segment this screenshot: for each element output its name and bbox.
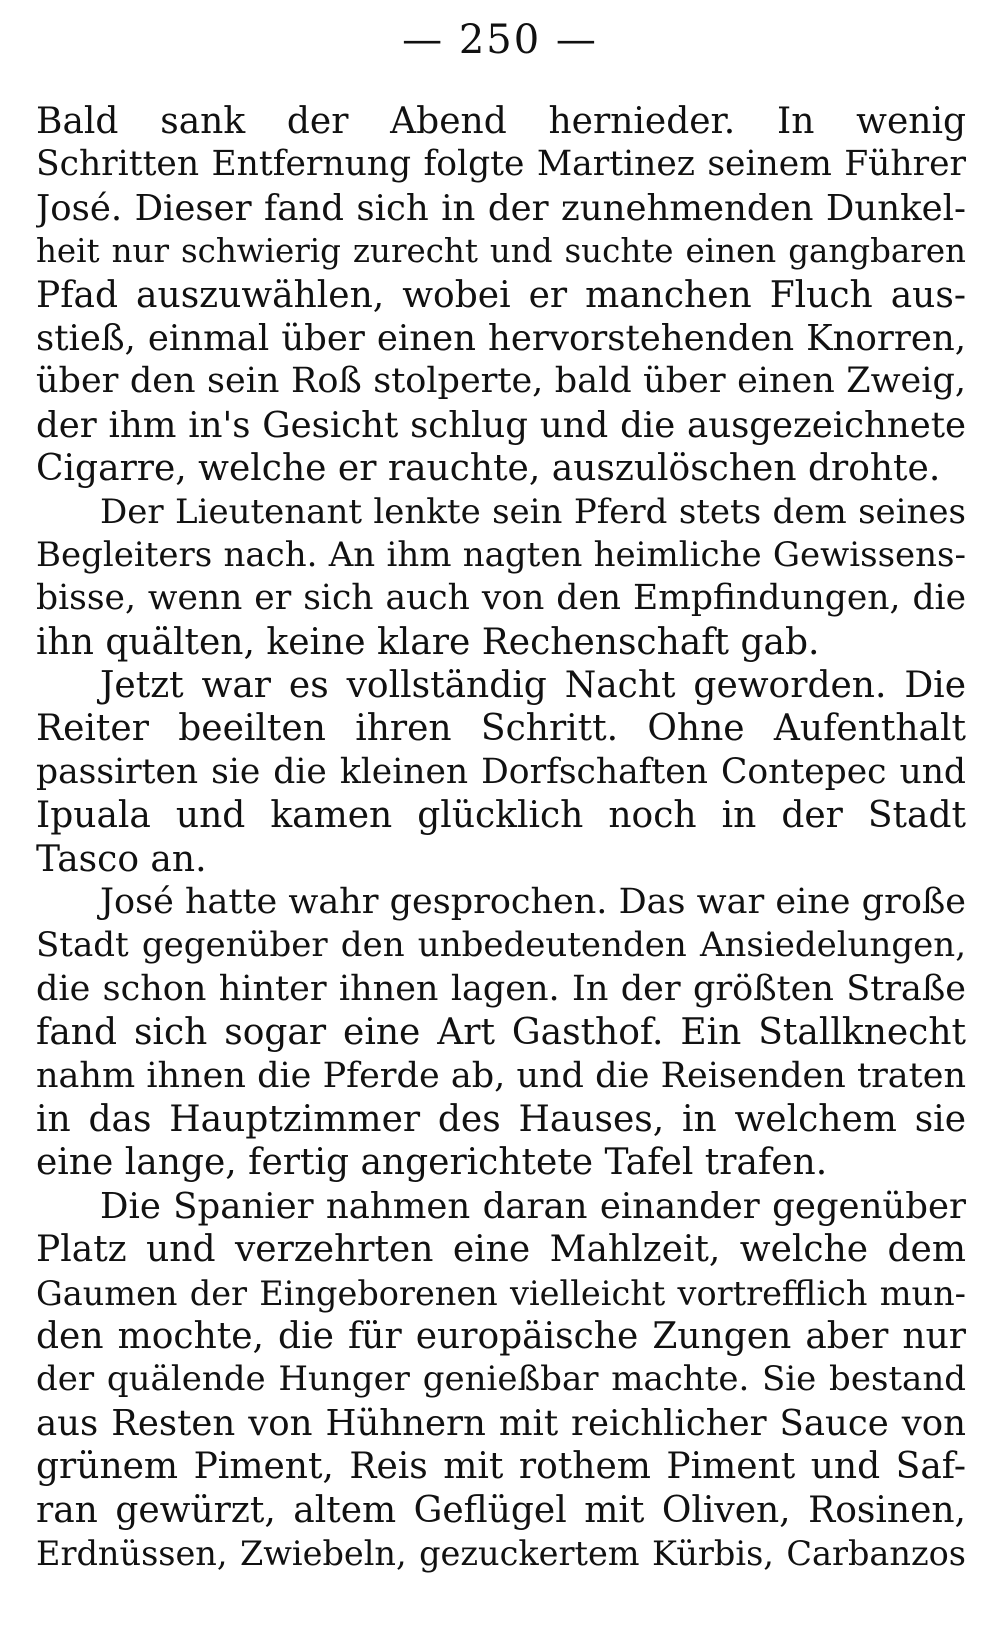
text-line: ran gewürzt, altem Geflügel mit Oliven, Rosinen, bbox=[36, 1489, 966, 1531]
text-line: Platz und verzehrten eine Mahlzeit, welche dem bbox=[36, 1229, 966, 1271]
text-line: Schritten Entfernung folgte Martinez seinem Führer bbox=[36, 144, 966, 185]
text-line: Jetzt war es vollständig Nacht geworden. Die bbox=[100, 665, 966, 707]
text-line: in das Hauptzimmer des Hauses, in welchem sie bbox=[36, 1098, 966, 1140]
text-line: stieß, einmal über einen hervorstehenden Knorren, bbox=[36, 317, 966, 359]
text-line: Tasco an. bbox=[36, 838, 207, 880]
text-line: passirten sie die kleinen Dorfschaften Contepec und bbox=[36, 751, 966, 792]
text-line: José. Dieser fand sich in der zunehmenden Dunkel- bbox=[36, 187, 966, 229]
text-line: die schon hinter ihnen lagen. In der größten Straße bbox=[36, 968, 966, 1009]
text-line: Begleiters nach. An ihm nagten heimliche Gewissens- bbox=[36, 534, 966, 575]
text-line: über den sein Roß stolperte, bald über einen Zweig, bbox=[36, 361, 966, 402]
page-number-header: — 250 — bbox=[402, 17, 598, 63]
text-line: Gaumen der Eingeborenen vielleicht vortrefflich mun- bbox=[36, 1273, 966, 1313]
text-line: bisse, wenn er sich auch von den Empfindungen, die bbox=[36, 578, 966, 619]
text-line: Stadt gegenüber den unbedeutenden Ansiedelungen, bbox=[36, 925, 966, 966]
text-line: Die Spanier nahmen daran einander gegenüber bbox=[100, 1185, 966, 1227]
text-line: eine lange, fertig angerichtete Tafel trafen. bbox=[36, 1142, 828, 1184]
text-line: José hatte wahr gesprochen. Das war eine große bbox=[100, 882, 966, 923]
text-line: Reiter beeilten ihren Schritt. Ohne Aufenthalt bbox=[36, 708, 966, 750]
text-line: fand sich sogar eine Art Gasthof. Ein Stallknecht bbox=[36, 1012, 966, 1054]
text-line: nahm ihnen die Pferde ab, und die Reisenden traten bbox=[36, 1055, 966, 1096]
text-line: der ihm in's Gesicht schlug und die ausgezeichnete bbox=[36, 404, 966, 446]
text-line: aus Resten von Hühnern mit reichlicher Sauce von bbox=[36, 1402, 966, 1444]
text-line: Erdnüssen, Zwiebeln, gezuckertem Kürbis, Carbanzos bbox=[36, 1533, 966, 1573]
text-line: Ipuala und kamen glücklich noch in der Stadt bbox=[36, 795, 966, 837]
text-line: grünem Piment, Reis mit rothem Piment und Saf- bbox=[36, 1446, 966, 1488]
text-line: Pfad auszuwählen, wobei er manchen Fluch aus- bbox=[36, 274, 966, 316]
text-line: den mochte, die für europäische Zungen aber nur bbox=[36, 1315, 966, 1357]
text-line: der quälende Hunger genießbar machte. Sie bestand bbox=[36, 1359, 966, 1400]
body-text bbox=[36, 100, 966, 1575]
text-line: Bald sank der Abend hernieder. In wenig bbox=[36, 101, 966, 142]
text-line: Cigarre, welche er rauchte, auszulöschen drohte. bbox=[36, 448, 941, 490]
text-line: ihn quälten, keine klare Rechenschaft gab. bbox=[36, 621, 820, 663]
text-line: Der Lieutenant lenkte sein Pferd stets dem seines bbox=[100, 491, 966, 532]
text-line: heit nur schwierig zurecht und suchte einen gangbaren bbox=[36, 232, 966, 271]
